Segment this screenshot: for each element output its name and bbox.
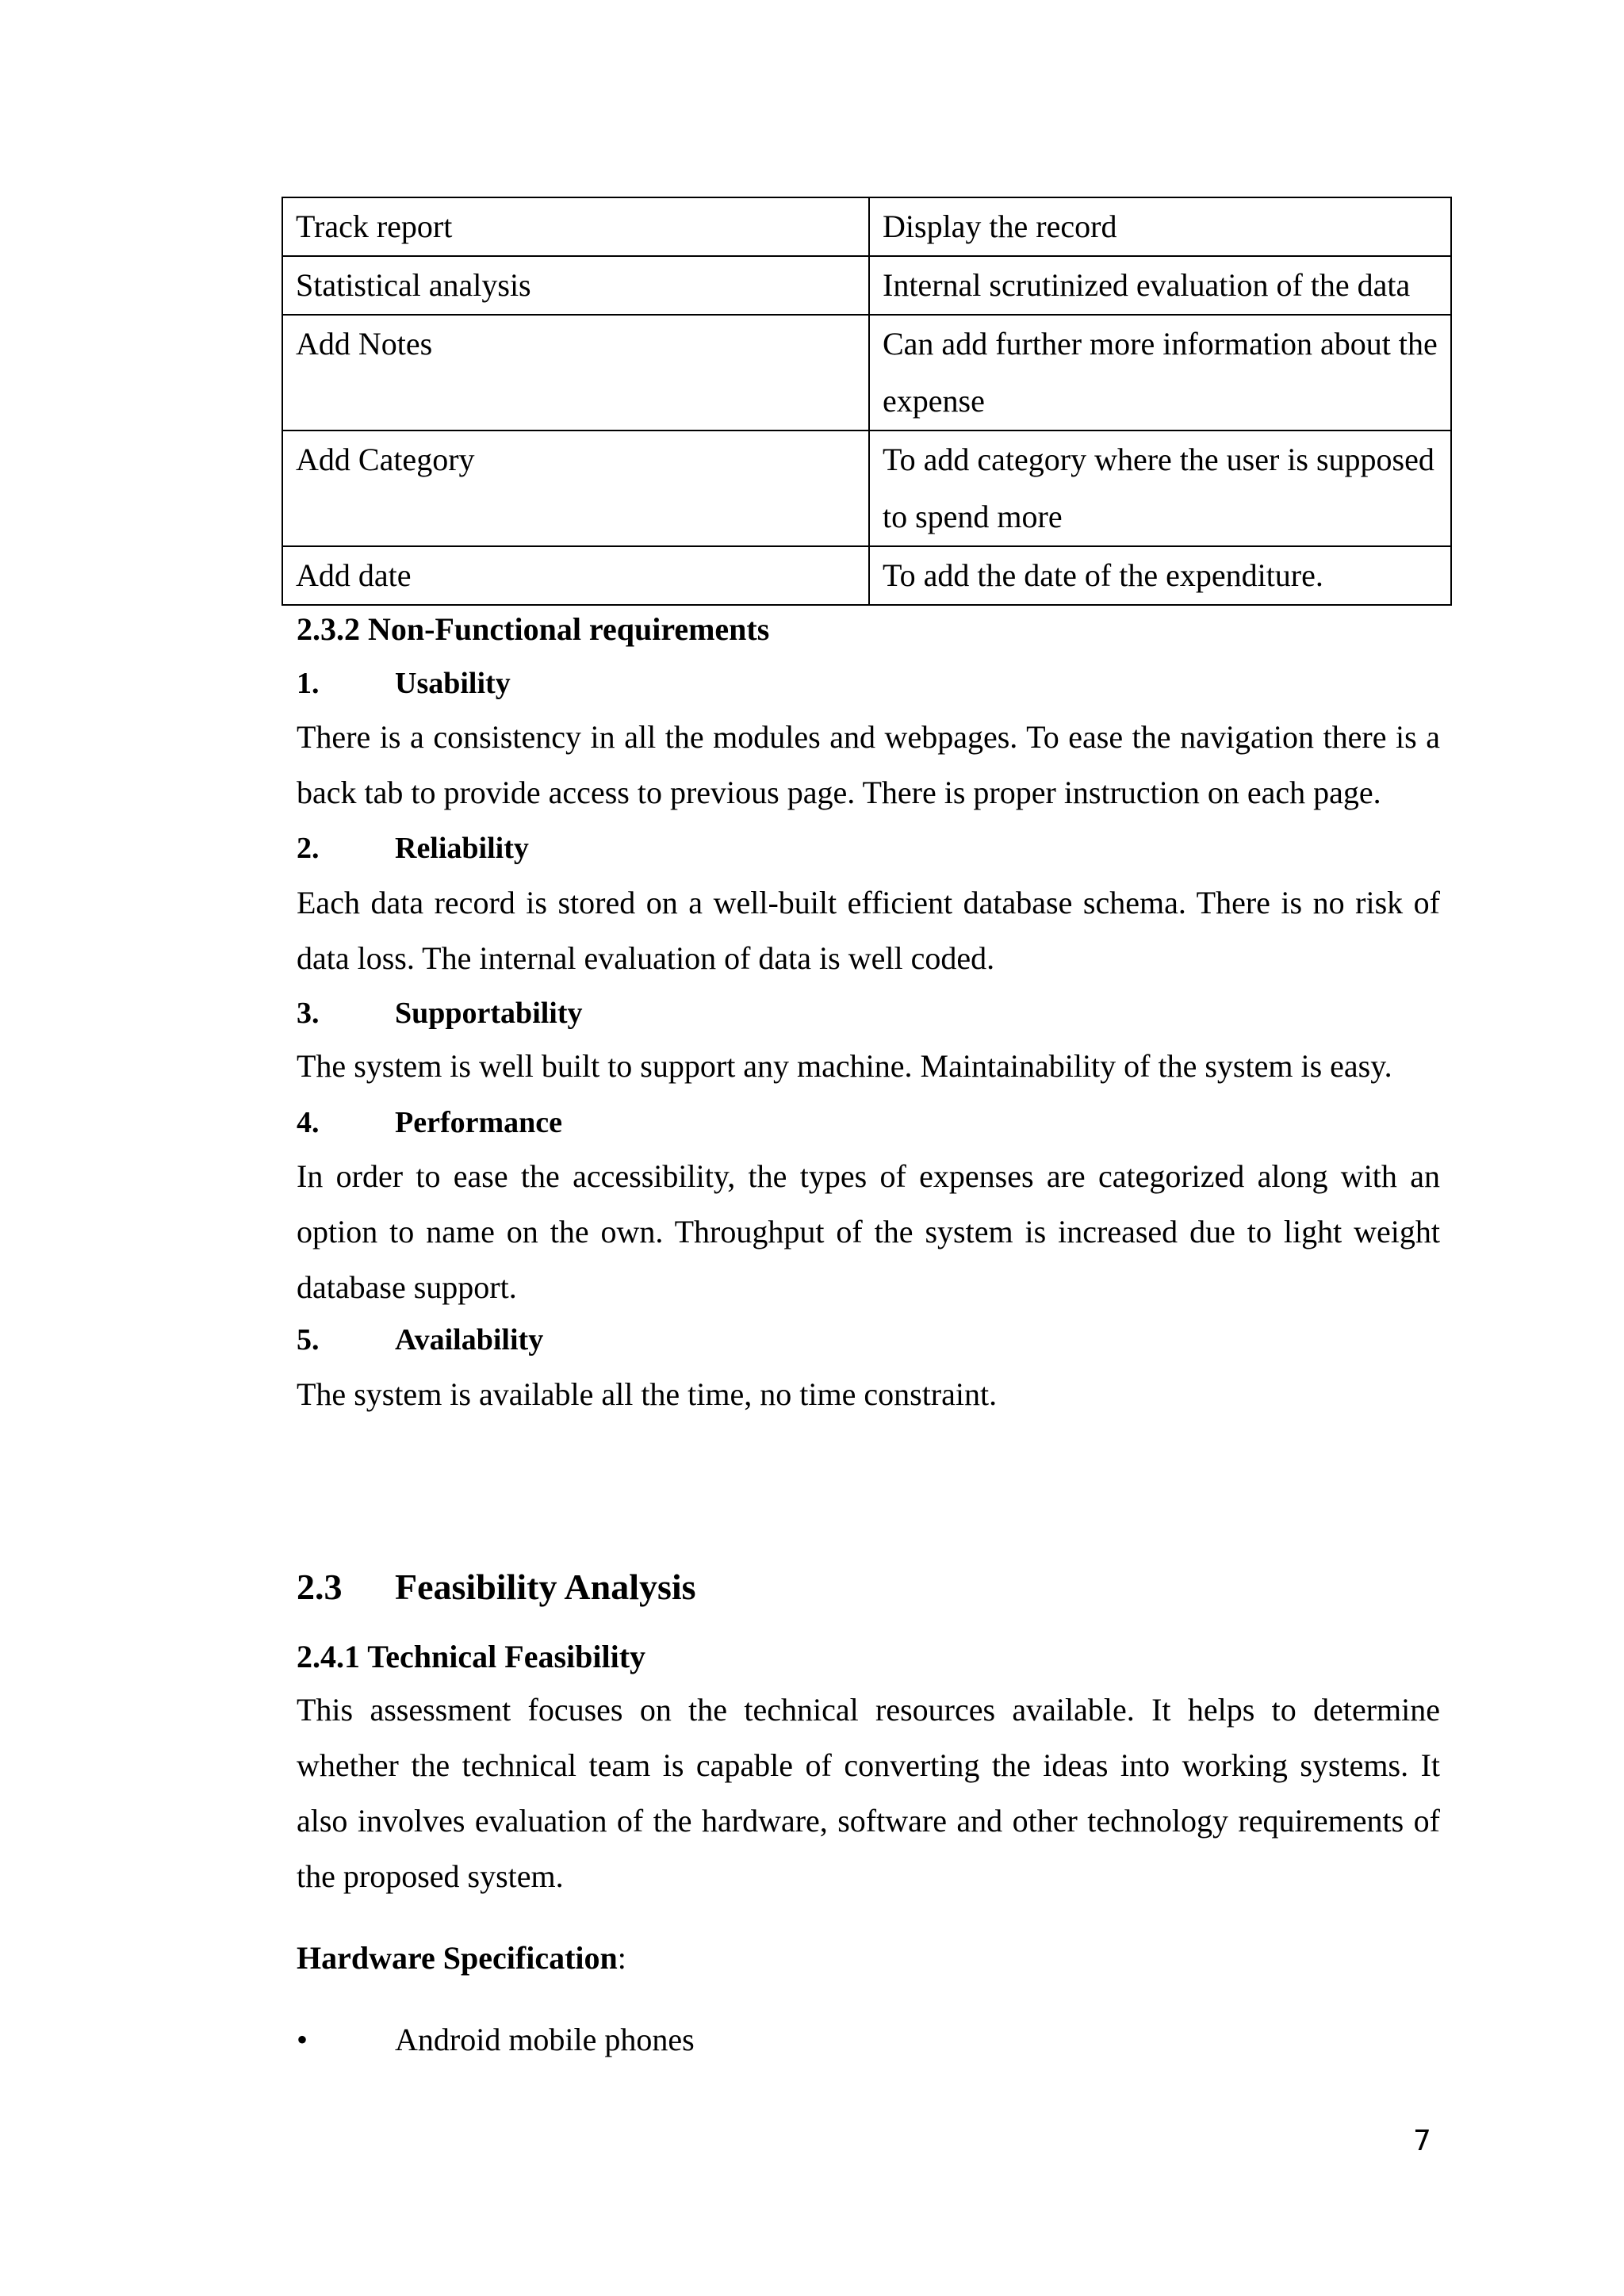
heading-title: Performance [395, 1106, 562, 1139]
list-item [297, 2021, 695, 2058]
heading-number: 5. [297, 1323, 320, 1357]
table-cell: To add the date of the expenditure. [869, 546, 1451, 605]
functional-requirements-table [282, 197, 1452, 606]
table-cell: Display the record [869, 197, 1451, 256]
heading-title: Supportability [395, 997, 583, 1030]
table-row [282, 197, 1451, 256]
paragraph: Each data record is stored on a well-built efficient database schema. There is no risk of data loss. The internal evaluation of data is well coded. [297, 885, 1440, 976]
table-cell: Track report [282, 197, 869, 256]
heading-number: 2. [297, 832, 320, 865]
section-title [297, 1566, 696, 1608]
table-row [282, 546, 1451, 605]
section-number: 2.3 [297, 1567, 343, 1607]
table-cell: Statistical analysis [282, 256, 869, 315]
paragraph: This assessment focuses on the technical resources available. It helps to determine whether the technical team is capable of converting the ideas into working systems. It also involves evaluation of the hardware, software and other technology requirements of the proposed system. [297, 1692, 1440, 1894]
numbered-heading [297, 666, 511, 701]
heading-number: 4. [297, 1106, 320, 1139]
hardware-spec-title: Hardware Specification [297, 1940, 618, 1976]
numbered-heading [297, 1322, 543, 1357]
table-cell: Add date [282, 546, 869, 605]
list-item-text: Android mobile phones [395, 2022, 695, 2057]
table-cell: Internal scrutinized evaluation of the data [869, 256, 1451, 315]
section-heading-nonfunctional: 2.3.2 Non-Functional requirements [297, 611, 770, 647]
heading-title: Availability [395, 1323, 544, 1357]
bullet-icon: • [297, 2022, 308, 2057]
heading-number: 1. [297, 667, 320, 700]
page-number: 7 [1413, 2125, 1431, 2157]
numbered-heading [297, 1105, 562, 1140]
table-cell: To add category where the user is supposed to spend more [869, 430, 1451, 546]
table-cell: Add Notes [282, 315, 869, 430]
table-row [282, 315, 1451, 430]
hardware-spec-label [297, 1939, 1440, 1976]
hardware-spec-colon: : [617, 1940, 626, 1976]
paragraph: The system is well built to support any machine. Maintainability of the system is easy. [297, 1048, 1392, 1084]
subsection-heading: 2.4.1 Technical Feasibility [297, 1639, 646, 1674]
heading-title: Reliability [395, 832, 529, 865]
numbered-heading [297, 996, 583, 1031]
table-cell: Can add further more information about the expense [869, 315, 1451, 430]
paragraph: There is a consistency in all the modules and webpages. To ease the navigation there is a back tab to provide access to previous page. There is proper instruction on each page. [297, 719, 1440, 810]
numbered-heading [297, 831, 529, 866]
section-title-text: Feasibility Analysis [395, 1567, 696, 1607]
heading-number: 3. [297, 997, 320, 1030]
table-row [282, 256, 1451, 315]
paragraph: In order to ease the accessibility, the types of expenses are categorized along with an option to name on the own. Throughput of the system is increased due to light weight database support. [297, 1158, 1440, 1305]
table-cell: Add Category [282, 430, 869, 546]
paragraph: The system is available all the time, no time constraint. [297, 1376, 998, 1412]
table-row [282, 430, 1451, 546]
heading-title: Usability [395, 667, 511, 700]
